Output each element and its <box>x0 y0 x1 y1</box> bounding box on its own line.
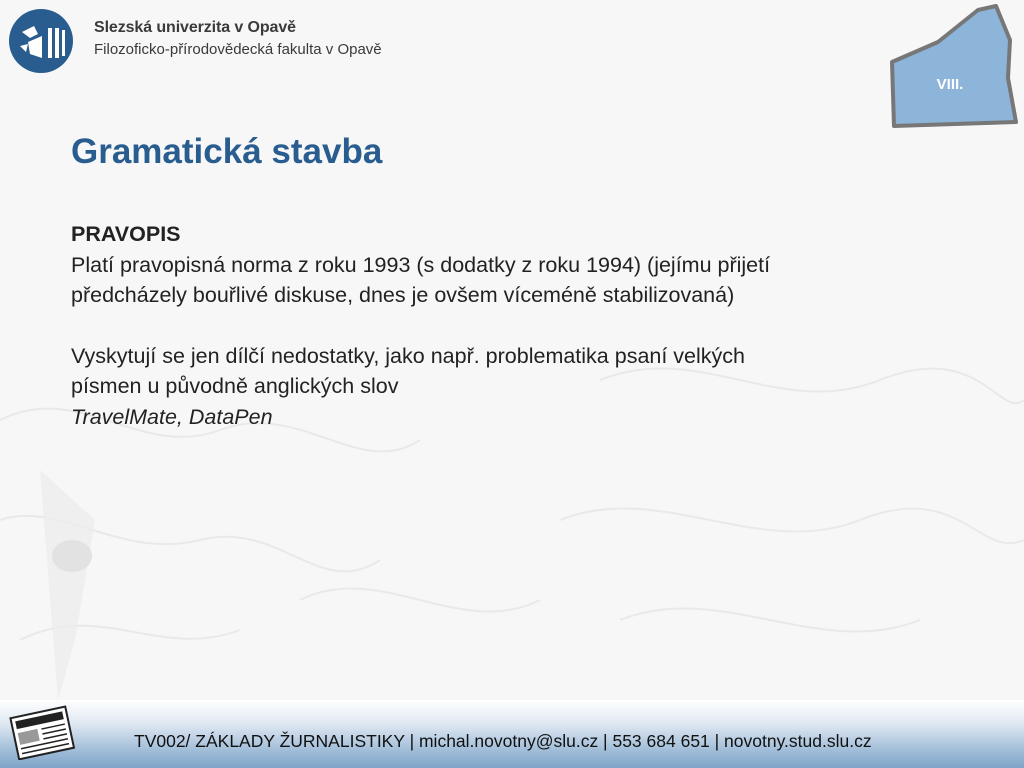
newspaper-icon <box>6 704 78 760</box>
faculty-name: Filozoficko-přírodovědecká fakulta v Opavě <box>94 41 382 58</box>
chapter-badge <box>886 4 1022 130</box>
paragraph-shortcomings: Vyskytují se jen dílčí nedostatky, jako např. problematika psaní velkých písmen u původně anglických slov <box>71 343 745 398</box>
slide-content <box>71 219 771 432</box>
section-heading: PRAVOPIS <box>71 222 181 246</box>
paragraph-norm: Platí pravopisná norma z roku 1993 (s dodatky z roku 1994) (jejímu přijetí předcházely bouřlivé diskuse, dnes je ovšem víceméně stabilizovaná) <box>71 252 771 307</box>
slide-title: Gramatická stavba <box>71 132 383 171</box>
chapter-number: VIII. <box>936 76 964 93</box>
university-name: Slezská univerzita v Opavě <box>94 19 296 36</box>
university-logo <box>8 8 74 74</box>
footer-contact: TV002/ ZÁKLADY ŽURNALISTIKY | michal.novotny@slu.cz | 553 684 651 | novotny.stud.slu.cz <box>134 731 872 751</box>
paragraph-examples: TravelMate, DataPen <box>71 404 273 429</box>
